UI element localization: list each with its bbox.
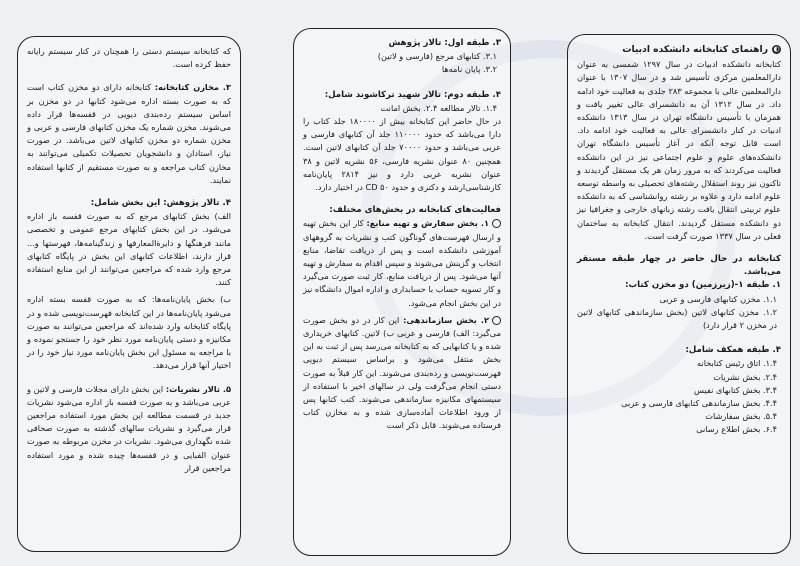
floor1-item-1: ۱.۱. مخزن کتابهای فارسی و عربی: [659, 293, 777, 304]
floor4-item-6: ۶.۴. بخش اطلاع رسانی: [696, 424, 777, 435]
floor4-item-5: ۵.۴. بخش سفارشات: [705, 411, 777, 422]
periodicals-text: این بخش دارای مجلات فارسی و لاتین و عربی می‌باشد و به صورت قفسه باز اداره می‌شود نشریات جدید در قسمت مطالعه این بخش مورد استفاده مراجعین قرار می‌گیرد و نشریات سالهای گذشته به صورت صحافی شده نگهداری می‌شود. نشریات در مخزن مربوطه به صورت عنوان الفبایی و در قفسه‌ها چیده شده و مورد استفاده مراجعین قرار: [27, 383, 231, 473]
organizing-paragraph: [303, 314, 501, 433]
guide-title: راهنمای کتابخانه دانشکده ادبیات: [622, 44, 768, 55]
storage-paragraph: [27, 81, 231, 187]
floor3-item-2: ۳.۲. پایان نامه‌ها: [441, 64, 497, 75]
floor2-heading: ۴. طبقه دوم: تالار شهید ترکاشوند شامل:: [324, 89, 501, 100]
floor1-heading: ۱. طبقه ۱-(زیرزمین) دو مخزن کتاب:: [625, 280, 781, 291]
circle-bullet-icon: ◐: [773, 45, 780, 54]
floors-heading: کتابخانه در حال حاضر در چهار طبقه مستقر می‌باشد.: [577, 254, 781, 278]
left-top-paragraph: که کتابخانه سیستم دستی را همچنان در کنار سیستم رایانه حفظ کرده است.: [27, 46, 231, 70]
guide-title-row: [577, 43, 781, 56]
ordering-title: ۱. بخش سفارش و تهیه منابع:: [366, 218, 489, 229]
organizing-title: ۲. بخش سازماندهی:: [403, 314, 489, 325]
panel-sections: [17, 36, 241, 552]
floor4-item-1: ۱.۴. اتاق رئیس کتابخانه: [697, 358, 777, 369]
floor4-heading: ۴. طبقه همکف شامل:: [685, 345, 781, 356]
research-part-b: ب) بخش پایان‌نامه‌ها: که به صورت قفسه بسته اداره می‌شود پایان‌نامه‌ها در این کتابخانه فهرست‌نویسی شده و در پایگاه کتابخانه وارد شده‌اند که مراجعین می‌توانند به صورت مکانیزه و دستی پایان‌نامه مورد نظر خود را جستجو نموده و با مراجعه به مسئول این بخش پایان‌نامه مورد نیاز خود را در اختیار آنها قرار می‌دهد.: [27, 294, 231, 371]
activities-heading: فعالیت‌های کتابخانه در بخش‌های مختلف:: [329, 205, 501, 216]
storage-title: ۳. مخازن کتابخانه:: [154, 82, 231, 93]
panel-floors-activities: [293, 28, 511, 556]
periodicals-paragraph: [27, 383, 231, 475]
floor3-item-1: ۳.۱. کتابهای مرجع (فارسی و لاتین): [377, 51, 497, 62]
organize-section-icon: [492, 316, 501, 325]
floor1-item-2: ۱.۲. مخزن کتابهای لاتین (بخش سازماندهی کتابهای لاتین در مخزن ۲ قرار دارد): [577, 306, 777, 331]
guide-history-paragraph: کتابخانه دانشکده ادبیات در سال ۱۲۹۷ شمسی به عنوان دارالمعلمین مرکزی تأسیس شد و در سال ۱۳۰۷ با عنوان دارالمعلمین عالی با مجموعه ۲۸۳ جلدی به فعالیت خود ادامه داد. در سال ۱۳۱۲ آن به دانشسرای عالی تغییر یافت و همزمان با تأسیس دانشگاه تهران در سال ۱۳۱۳ دانشکده ادبیات در کنار دانشسرای عالی به فعالیت خود ادامه داد. است قابل توجه آنکه در آغاز تأسیس دانشگاه تهران دانشکده‌های علوم و علوم اجتماعی نیز در این دانشکده فعالیت می‌کردند که به مرور زمان هر یک مستقل گردیدند و تاکنون نیز روند استقلال رشته‌های تحصیلی به واسطه توسعه علوم ادامه دارد و علاوه بر رشته روانشناسی که به دانشکده علوم تربیتی انتقال یافت رشته زبانهای خارجی و جغرافیا نیز دو دانشکده مستقل گردیدند. انتقال کتابخانه به ساختمان فعلی در سال ۱۳۳۷ صورت گرفت است.: [577, 59, 781, 241]
storage-text: کتابخانه دارای دو مخزن کتاب است که به صورت بسته اداره می‌شود کتابها در دو مخزن بر اساس سیستم رده‌بندی دیویی در قفسه‌ها قرار داده می‌شوند. مخزن شماره یک مخزن کتابهای فارسی و عربی و مخزن شماره دو مخزن کتابهای لاتین می‌باشد. در صورت نیاز، استادان و دانشجویان تحصیلات تکمیلی می‌توانند به مخازن کتاب مراجعه و به صورت مستقیم از کتابها استفاده نمایند.: [27, 82, 231, 185]
ordering-paragraph: [303, 217, 501, 309]
panel-library-guide: [567, 34, 791, 554]
order-section-icon: [492, 219, 501, 228]
research-part-a: الف) بخش کتابهای مرجع که به صورت قفسه باز اداره می‌شود. در این بخش کتابهای مرجع عمومی و تخصصی مانند فرهنگها و دایرةالمعارفها و زندگینامه‌ها، فهرستها و... قرار دارند، اطلاعات کتابهای این بخش در پایگاه کتابهای مرجع وارد شده که مراجعین می‌توانند از این منابع استفاده کنند.: [27, 211, 231, 288]
ordering-text: کار این بخش تهیه و ارسال فهرست‌های گوناگون کتب و نشریات به گروههای آموزشی دانشکده است و پس از دریافت تقاضا، منابع انتخاب و گزینش می‌شوند و سپس اقدام به سفارش و تهیه آنها می‌شود. پس از دریافت منابع، کار ثبت صورت می‌گیرد و کار تسویه حساب با حسابداری و اداره اموال دانشگاه نیز در این بخش انجام می‌شود.: [303, 218, 501, 308]
floor2-items: ۱.۴. تالار مطالعه ۲.۴. بخش امانت: [380, 102, 497, 113]
research-heading: ۴. تالار پژوهش: این بخش شامل:: [90, 198, 231, 209]
floor4-item-4: ۴.۴. بخش سازماندهی کتابهای فارسی و عربی: [621, 398, 777, 409]
floor4-item-2: ۲.۴. بخش نشریات: [713, 371, 777, 382]
periodicals-title: ۵. تالار نشریات:: [165, 383, 232, 394]
floor4-item-3: ۳.۴. بخش کتابهای نفیس: [694, 384, 777, 395]
organizing-text: این کار در دو بخش صورت می‌گیرد: الف) فارسی و عربی ب) لاتین. کتابهای خریداری شده و یا کتابهایی که به کتابخانه می‌رسد پس از ثبت به این بخش منتقل می‌شود و براساس سیستم دیویی فهرست‌نویسی و رده‌بندی می‌شوند. این کار قبلاً به صورت دستی انجام می‌گرفت ولی در سالهای اخیر با استفاده از سیستمهای مکانیزه سازماندهی می‌شوند. کتب کتابها پس از ورود اطلاعات آماده‌سازی شده و به مخازن کتاب فرستاده می‌شوند. قابل ذکر است: [303, 314, 501, 431]
floor3-heading: ۳. طبقه اول: تالار پژوهش: [388, 38, 501, 48]
collection-paragraph: در حال حاضر این کتابخانه بیش از ۱۸۰۰۰۰ جلد کتاب را دارا می‌باشد که حدود ۱۱۰۰۰۰ جلد آن کتابهای فارسی و عربی می‌باشد و حدود ۷۰۰۰۰ جلد آن کتابهای لاتین است. همچنین ۸۰ عنوان نشریه فارسی، ۵۶ نشریه لاتین و ۳۸ عنوان نشریه عربی دارد و نیز ۲۸۱۴ پایان‌نامه کارشناسی‌ارشد و دکتری و حدود ۵۰ CD در اختیار دارد.: [303, 116, 501, 193]
